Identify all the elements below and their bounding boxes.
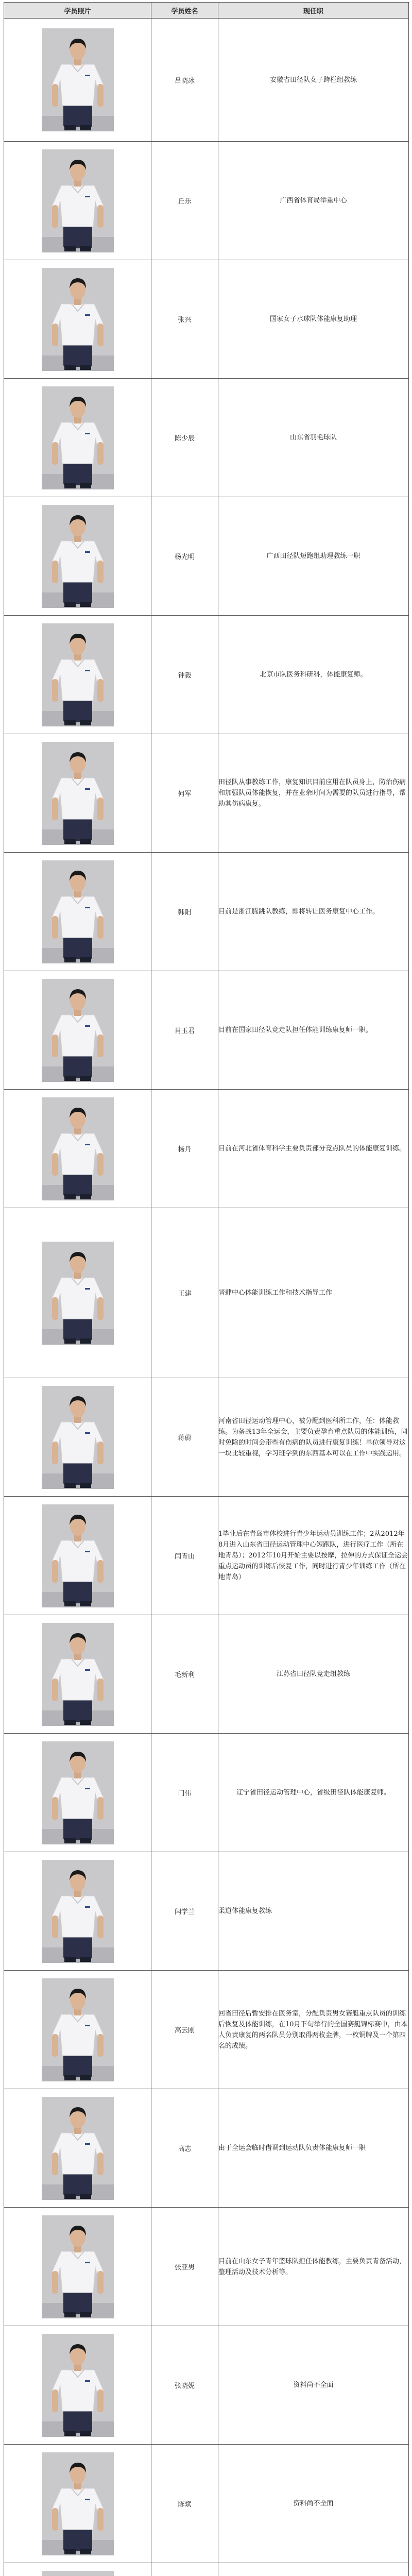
person-portrait-icon: [42, 1860, 114, 1963]
photo-cell: [4, 1090, 151, 1208]
person-portrait-icon: [42, 505, 114, 608]
photo-cell: [4, 1734, 151, 1852]
current-position: 柔道体能康复教练: [218, 1852, 409, 1971]
table-row: [4, 734, 409, 853]
table-row: [4, 1090, 409, 1208]
person-portrait-icon: [42, 1242, 114, 1345]
person-portrait-icon: [42, 979, 114, 1082]
header-position: 现任职: [218, 3, 409, 19]
person-portrait-icon: [42, 268, 114, 371]
photo-cell: [4, 2563, 151, 2576]
person-portrait-icon: [42, 2452, 114, 2555]
photo-cell: [4, 497, 151, 616]
photo-cell: [4, 1852, 151, 1971]
header-photo: 学员照片: [4, 3, 151, 19]
current-position: 晋肆中心体能训练工作和技术指导工作: [218, 1208, 409, 1378]
current-position: 北京市队医务科研科，体能康复师。: [218, 616, 409, 734]
photo-cell: [4, 1208, 151, 1378]
photo-cell: [4, 1378, 151, 1497]
header-name: 学员姓名: [151, 3, 218, 19]
current-position: 广西省体育局举重中心: [218, 142, 409, 260]
person-portrait-icon: [42, 2097, 114, 2200]
person-portrait-icon: [42, 623, 114, 726]
current-position: 山东省羽毛球队: [218, 379, 409, 497]
table-row: [4, 19, 409, 142]
current-position: 广西田径队短跑组助理教练一职: [218, 497, 409, 616]
current-position: 目前在山东女子青年篮球队担任体能教练，主要负责青备活动，整理活动及技术分析等。: [218, 2208, 409, 2326]
student-name: 肖玉君: [151, 971, 218, 1090]
table-row: [4, 1971, 409, 2089]
current-position: 江苏省田径队竞走组教练: [218, 1615, 409, 1734]
current-position: 目前在河北省体育科学主要负责部分竞点队员的体能康复训练。: [218, 1090, 409, 1208]
current-position: 河南省田径运动管理中心，被分配到医科所工作，任：体能教练。为备战13年全运会，主要负责孕育重点队员的体能训练，同时免除的时间会带些有伤病的队员进行康复训练！单位领导对这一块比较重视，学习班学到的东西基本可以在工作中实践运用。: [218, 1378, 409, 1497]
current-position: 目前是浙江腾跳队教练，即将转让医务康复中心工作。: [218, 853, 409, 971]
photo-cell: [4, 971, 151, 1090]
photo-cell: [4, 616, 151, 734]
table-row: [4, 260, 409, 379]
photo-cell: [4, 853, 151, 971]
table-row: [4, 2563, 409, 2576]
table-row: [4, 2445, 409, 2563]
person-portrait-icon: [42, 386, 114, 489]
current-position: 资料尚不全面: [218, 2445, 409, 2563]
photo-cell: [4, 2445, 151, 2563]
photo-cell: [4, 1497, 151, 1615]
student-name: 丘乐: [151, 142, 218, 260]
table-row: [4, 1378, 409, 1497]
roster-body: [4, 19, 409, 2576]
photo-cell: [4, 260, 151, 379]
photo-cell: [4, 2326, 151, 2445]
photo-cell: [4, 2089, 151, 2208]
student-name: 杨光明: [151, 497, 218, 616]
student-name: 钟毅: [151, 616, 218, 734]
student-name: 韩阳: [151, 853, 218, 971]
table-header-row: [4, 3, 409, 19]
table-row: [4, 1852, 409, 1971]
person-portrait-icon: [42, 1623, 114, 1726]
student-name: 高云刚: [151, 1971, 218, 2089]
table-row: [4, 1615, 409, 1734]
student-name: [151, 2563, 218, 2576]
student-name: 王建: [151, 1208, 218, 1378]
current-position: 回省田径后暂安排在医务室，分配负责男女赛艇重点队员的训练后恢复及体能训练，在10月下旬举行的全国赛艇锦标赛中，由本人负责康复的两名队员分别取得两枚金牌，一枚铜牌及一个第四名的成绩。: [218, 1971, 409, 2089]
student-name: 陈斌: [151, 2445, 218, 2563]
person-portrait-icon: [42, 1978, 114, 2081]
person-portrait-icon: [42, 742, 114, 845]
student-name: 杨丹: [151, 1090, 218, 1208]
photo-cell: [4, 1615, 151, 1734]
current-position: 田径队从事教练工作，康复知识目前应用在队员身上，防治伤病和加强队员体能恢复，并在业余时间为需要的队员进行指导，帮助其伤病康复。: [218, 734, 409, 853]
photo-cell: [4, 142, 151, 260]
current-position: 1毕业后在青岛市体校进行青少年运动员训练工作；2从2012年8月进入山东省田径运动管理中心短跑队，进行医疗工作（所在地青岛）；2012年10月开始主要以按摩，拉伸的方式保证全运会重点运动员的训练后恢复工作，同时进行青少年训练工作（所在地青岛）: [218, 1497, 409, 1615]
person-portrait-icon: [42, 2571, 114, 2576]
student-name: 高志: [151, 2089, 218, 2208]
person-portrait-icon: [42, 1741, 114, 1844]
table-row: [4, 497, 409, 616]
table-row: [4, 1734, 409, 1852]
student-name: 张晓妮: [151, 2326, 218, 2445]
photo-cell: [4, 1971, 151, 2089]
table-row: [4, 616, 409, 734]
photo-cell: [4, 19, 151, 142]
table-row: [4, 1208, 409, 1378]
photo-cell: [4, 2208, 151, 2326]
table-row: [4, 853, 409, 971]
person-portrait-icon: [42, 1504, 114, 1607]
student-name: 闫学兰: [151, 1852, 218, 1971]
table-row: [4, 2208, 409, 2326]
table-row: [4, 2326, 409, 2445]
student-name: 门伟: [151, 1734, 218, 1852]
current-position: 安徽省田径队女子跨栏组教练: [218, 19, 409, 142]
student-name: 张兴: [151, 260, 218, 379]
table-row: [4, 971, 409, 1090]
table-row: [4, 379, 409, 497]
student-name: 张亚男: [151, 2208, 218, 2326]
student-name: 蒋蔚: [151, 1378, 218, 1497]
current-position: [218, 2563, 409, 2576]
person-portrait-icon: [42, 149, 114, 252]
student-name: 闫青山: [151, 1497, 218, 1615]
photo-cell: [4, 734, 151, 853]
table-row: [4, 2089, 409, 2208]
person-portrait-icon: [42, 28, 114, 131]
current-position: 资料尚不全面: [218, 2326, 409, 2445]
student-name: 陈少辰: [151, 379, 218, 497]
person-portrait-icon: [42, 860, 114, 963]
current-position: 国家女子水球队体能康复助理: [218, 260, 409, 379]
current-position: 目前在国家田径队竞走队担任体能训练康复师一职。: [218, 971, 409, 1090]
person-portrait-icon: [42, 2215, 114, 2318]
photo-cell: [4, 379, 151, 497]
student-name: 毛新利: [151, 1615, 218, 1734]
student-name: 何军: [151, 734, 218, 853]
table-row: [4, 1497, 409, 1615]
person-portrait-icon: [42, 1386, 114, 1489]
current-position: 由于全运会临时借调到运动队负责体能康复师一职: [218, 2089, 409, 2208]
student-roster-table: [4, 2, 409, 2576]
person-portrait-icon: [42, 2334, 114, 2437]
table-row: [4, 142, 409, 260]
person-portrait-icon: [42, 1097, 114, 1200]
current-position: 辽宁省田径运动管理中心，省级田径队体能康复师。: [218, 1734, 409, 1852]
student-name: 吕晓冰: [151, 19, 218, 142]
